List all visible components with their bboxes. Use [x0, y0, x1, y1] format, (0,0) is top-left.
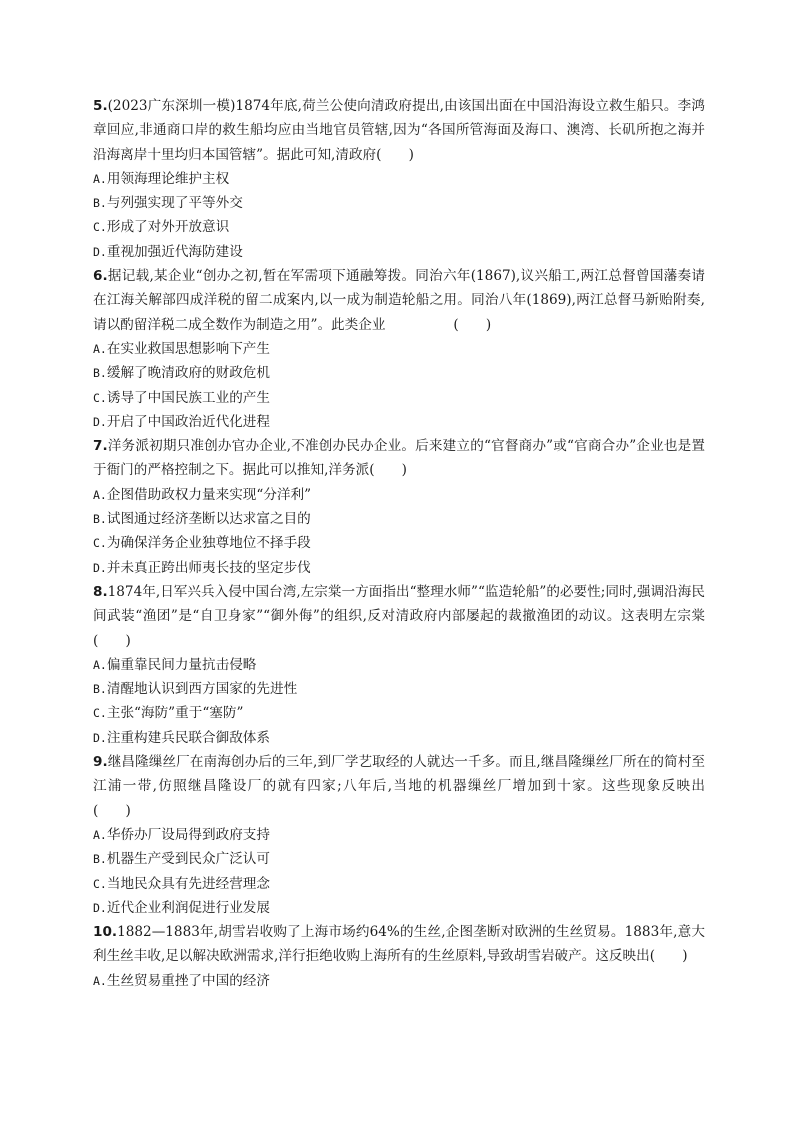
- question-number: 8.: [93, 583, 108, 600]
- option-list: [93, 969, 705, 993]
- option-label: D.: [93, 900, 107, 915]
- question-number: 6.: [93, 268, 108, 285]
- option-label: D.: [93, 730, 107, 745]
- option-c[interactable]: [93, 872, 705, 896]
- option-text: 生丝贸易重挫了中国的经济: [106, 972, 270, 989]
- option-list: [93, 653, 705, 750]
- question-number: 7.: [93, 438, 108, 455]
- option-text: 用领海理论维护主权: [106, 170, 230, 187]
- option-c[interactable]: [93, 701, 705, 725]
- option-a[interactable]: [93, 969, 705, 993]
- question-7: [93, 434, 705, 580]
- question-stem: [93, 264, 705, 337]
- option-text: 为确保洋务企业独尊地位不择手段: [106, 535, 311, 552]
- option-a[interactable]: [93, 823, 705, 847]
- option-text: 偏重靠民间力量抗击侵略: [106, 656, 257, 673]
- option-text: 诱导了中国民族工业的产生: [106, 389, 270, 406]
- option-d[interactable]: [93, 896, 705, 920]
- option-list: [93, 337, 705, 434]
- question-5: [93, 94, 705, 264]
- option-label: B.: [93, 682, 107, 697]
- question-9: [93, 750, 787, 920]
- question-stem: [93, 750, 787, 823]
- question-text: 1874年,日军兴兵入侵中国台湾,左宗棠一方面指出“整理水师”“监造轮船”的必要性;同时,强调沿海民间武装“渔团”是“自卫身家”“御外侮”的组织,反对清政府内部屡起的裁撤渔团的动议。这表明左宗棠( ): [93, 583, 705, 649]
- option-b[interactable]: [93, 361, 705, 385]
- option-label: C.: [93, 706, 107, 721]
- option-text: 华侨办厂设局得到政府支持: [106, 826, 270, 843]
- question-stem: [93, 94, 705, 167]
- option-label: B.: [93, 196, 107, 211]
- option-list: [93, 483, 705, 580]
- question-text: 据记载,某企业“创办之初,暂在军需项下通融筹拨。同治六年(1867),议兴船工,两江总督曾国藩奏请在江海关解部四成洋税的留二成案内,以一成为制造轮船之用。同治八年(1869),两江总督马新贻附奏,请以酌留洋税二成全数作为制造之用”。此类企业 ( ): [93, 268, 705, 333]
- option-label: A.: [93, 973, 107, 988]
- option-label: D.: [93, 244, 107, 259]
- option-label: B.: [93, 512, 107, 527]
- option-list: [93, 823, 705, 920]
- option-text: 当地民众具有先进经营理念: [106, 875, 270, 892]
- question-6: [93, 264, 705, 434]
- option-c[interactable]: [93, 215, 705, 239]
- option-text: 清醒地认识到西方国家的先进性: [106, 681, 298, 698]
- question-10: [93, 920, 705, 993]
- option-label: A.: [93, 487, 107, 502]
- option-b[interactable]: [93, 191, 705, 215]
- option-text: 企图借助政权力量来实现“分洋利”: [106, 486, 312, 503]
- option-text: 形成了对外开放意识: [106, 219, 230, 236]
- option-text: 主张“海防”重于“塞防”: [106, 705, 244, 722]
- option-label: A.: [93, 341, 107, 356]
- question-number: 9.: [93, 754, 108, 771]
- question-text: 继昌隆缫丝厂在南海创办后的三年,到厂学艺取经的人就达一千多。而且,继昌隆缫丝厂所在的简村至江浦一带,仿照继昌隆设厂的就有四家;八年后,当地的机器缫丝厂增加到十家。这些现象反映出 ( ): [93, 754, 787, 819]
- option-text: 并未真正跨出师夷长技的坚定步伐: [106, 559, 311, 576]
- option-text: 缓解了晚清政府的财政危机: [106, 365, 270, 382]
- option-a[interactable]: [93, 653, 705, 677]
- option-label: B.: [93, 366, 107, 381]
- option-label: D.: [93, 414, 107, 429]
- question-stem: [93, 920, 705, 969]
- option-text: 注重构建兵民联合御敌体系: [106, 729, 270, 746]
- option-text: 在实业救国思想影响下产生: [106, 340, 270, 357]
- option-text: 近代企业利润促进行业发展: [106, 899, 270, 916]
- option-text: 重视加强近代海防建设: [106, 243, 243, 260]
- option-a[interactable]: [93, 337, 705, 361]
- option-b[interactable]: [93, 677, 705, 701]
- option-label: A.: [93, 657, 107, 672]
- question-text: 1882—1883年,胡雪岩收购了上海市场约64%的生丝,企图垄断对欧洲的生丝贸易。1883年,意大利生丝丰收,足以解决欧洲需求,洋行拒绝收购上海所有的生丝原料,导致胡雪岩破产。这反映出( ): [93, 924, 705, 965]
- question-text: 洋务派初期只准创办官办企业,不准创办民办企业。后来建立的“官督商办”或“官商合办”企业也是置于衙门的严格控制之下。据此可以推知,洋务派( ): [93, 438, 705, 479]
- question-stem: [93, 434, 705, 483]
- option-label: C.: [93, 220, 107, 235]
- option-c[interactable]: [93, 531, 705, 555]
- question-8: [93, 580, 705, 750]
- option-text: 试图通过经济垄断以达求富之目的: [106, 511, 311, 528]
- option-c[interactable]: [93, 386, 705, 410]
- option-label: A.: [93, 171, 107, 186]
- question-stem: [93, 580, 705, 653]
- option-d[interactable]: [93, 726, 705, 750]
- option-a[interactable]: [93, 483, 705, 507]
- option-label: C.: [93, 876, 107, 891]
- option-label: B.: [93, 852, 107, 867]
- option-d[interactable]: [93, 410, 705, 434]
- option-a[interactable]: [93, 167, 705, 191]
- option-text: 机器生产受到民众广泛认可: [106, 851, 270, 868]
- option-b[interactable]: [93, 507, 705, 531]
- document-page: [93, 94, 787, 993]
- option-label: C.: [93, 390, 107, 405]
- option-text: 开启了中国政治近代化进程: [106, 413, 270, 430]
- option-b[interactable]: [93, 847, 705, 871]
- option-text: 与列强实现了平等外交: [106, 195, 243, 212]
- question-text: (2023广东深圳一模)1874年底,荷兰公使向清政府提出,由该国出面在中国沿海设立救生船只。李鸿章回应,非通商口岸的救生船均应由当地官员管辖,因为“各国所管海面及海口、澳湾、长矶所抱之海并沿海离岸十里均归本国管辖”。据此可知,清政府( ): [93, 98, 705, 163]
- option-d[interactable]: [93, 556, 705, 580]
- question-number: 10.: [93, 924, 118, 941]
- option-label: C.: [93, 536, 107, 551]
- option-list: [93, 167, 705, 264]
- question-number: 5.: [93, 98, 108, 114]
- option-label: D.: [93, 560, 107, 575]
- option-label: A.: [93, 827, 107, 842]
- option-d[interactable]: [93, 240, 705, 264]
